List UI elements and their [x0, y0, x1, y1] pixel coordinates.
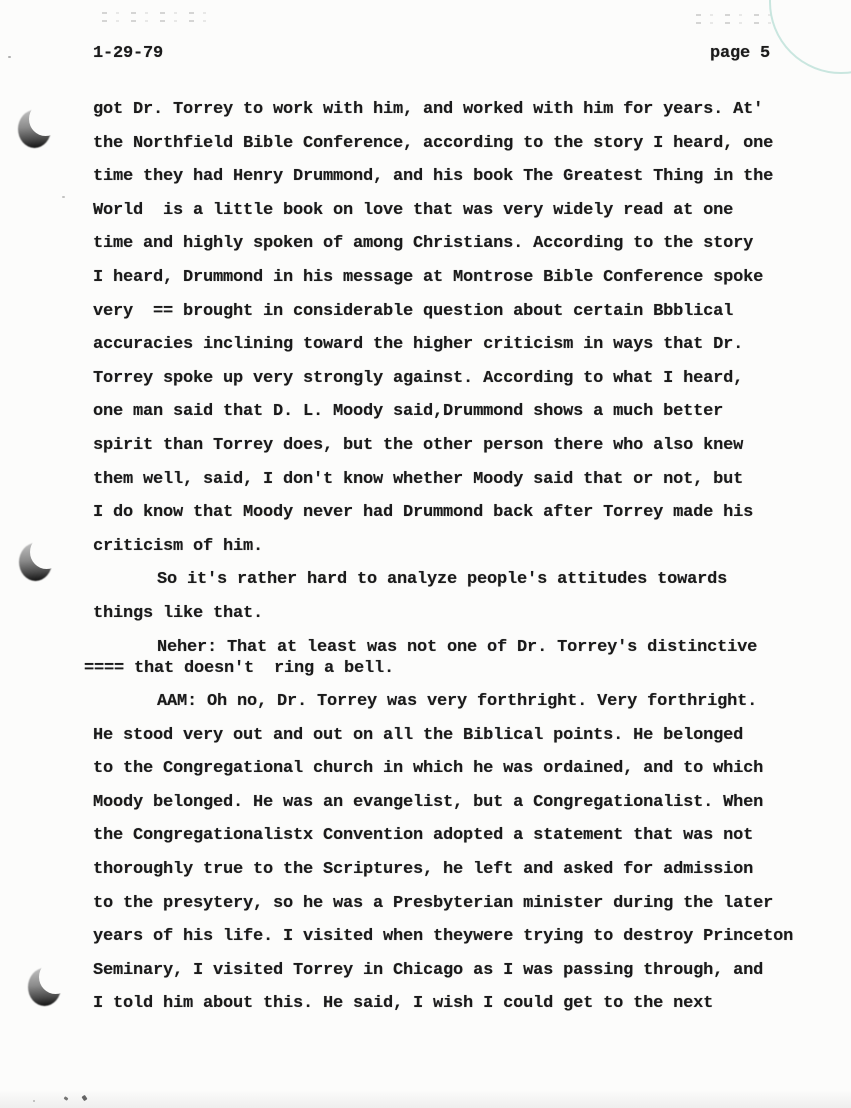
ink-speck — [8, 56, 11, 58]
typewritten-line: I heard, Drummond in his message at Montrose Bible Conference spoke — [93, 267, 764, 287]
typewritten-line: the Congregationalistx Convention adopted a statement that was not — [93, 826, 754, 846]
typewritten-line: the Northfield Bible Conference, according to the story I heard, one — [93, 133, 774, 153]
ink-speck — [62, 196, 65, 198]
scan-edge-shading — [0, 1090, 851, 1108]
scan-arc-artifact — [769, 0, 851, 74]
typewritten-line: to the presytery, so he was a Presbyterian minister during the later — [93, 893, 774, 913]
hole-shadow-artifact-3 — [28, 968, 61, 1006]
typewritten-line: them well, said, I don't know whether Moody said that or not, but — [93, 469, 744, 489]
typewritten-line: thoroughly true to the Scriptures, he left and asked for admission — [93, 860, 754, 880]
hole-shadow-artifact-1 — [18, 110, 51, 148]
typewritten-line: World is a little book on love that was very widely read at one — [93, 200, 734, 220]
typewritten-line: Moody belonged. He was an evangelist, but a Congregationalist. When — [93, 792, 764, 812]
scan-smudge-top-left — [102, 12, 217, 28]
typewritten-line: things like that. — [93, 603, 264, 623]
typewritten-line: Torrey spoke up very strongly against. According to what I heard, — [93, 368, 744, 388]
header-page-number: page 5 — [710, 44, 771, 63]
typewritten-line: AAM: Oh no, Dr. Torrey was very forthright. Very forthright. — [157, 692, 758, 712]
typewritten-line: years of his life. I visited when theywere trying to destroy Princeton — [93, 927, 794, 947]
typewritten-line: one man said that D. L. Moody said,Drummond shows a much better — [93, 402, 724, 422]
scan-smudge-top-right — [696, 14, 776, 30]
typewritten-line: I do know that Moody never had Drummond back after Torrey made his — [93, 503, 754, 523]
typewritten-line: criticism of him. — [93, 536, 264, 556]
typewritten-line: I told him about this. He said, I wish I could get to the next — [93, 994, 714, 1014]
typewritten-line: accuracies inclining toward the higher criticism in ways that Dr. — [93, 335, 744, 355]
typewritten-line: He stood very out and out on all the Biblical points. He belonged — [93, 725, 744, 745]
hole-shadow-artifact-2 — [19, 543, 52, 581]
typewritten-line: Neher: That at least was not one of Dr. Torrey's distinctive — [157, 637, 758, 657]
typewritten-line: ==== that doesn't ring a bell. — [84, 658, 395, 678]
typewritten-line: very == brought in considerable question about certain Bbblical — [93, 301, 734, 321]
typewritten-line: time and highly spoken of among Christians. According to the story — [93, 234, 754, 254]
body-lines — [84, 100, 833, 1028]
typewritten-line: So it's rather hard to analyze people's attitudes towards — [157, 570, 728, 590]
typewritten-line: Seminary, I visited Torrey in Chicago as I was passing through, and — [93, 960, 764, 980]
typewritten-line: time they had Henry Drummond, and his book The Greatest Thing in the — [93, 167, 774, 187]
header-date: 1-29-79 — [93, 44, 164, 63]
typewritten-line: to the Congregational church in which he was ordained, and to which — [93, 759, 764, 779]
typewritten-line: got Dr. Torrey to work with him, and worked with him for years. At' — [93, 100, 764, 119]
typewritten-line: spirit than Torrey does, but the other person there who also knew — [93, 435, 744, 455]
